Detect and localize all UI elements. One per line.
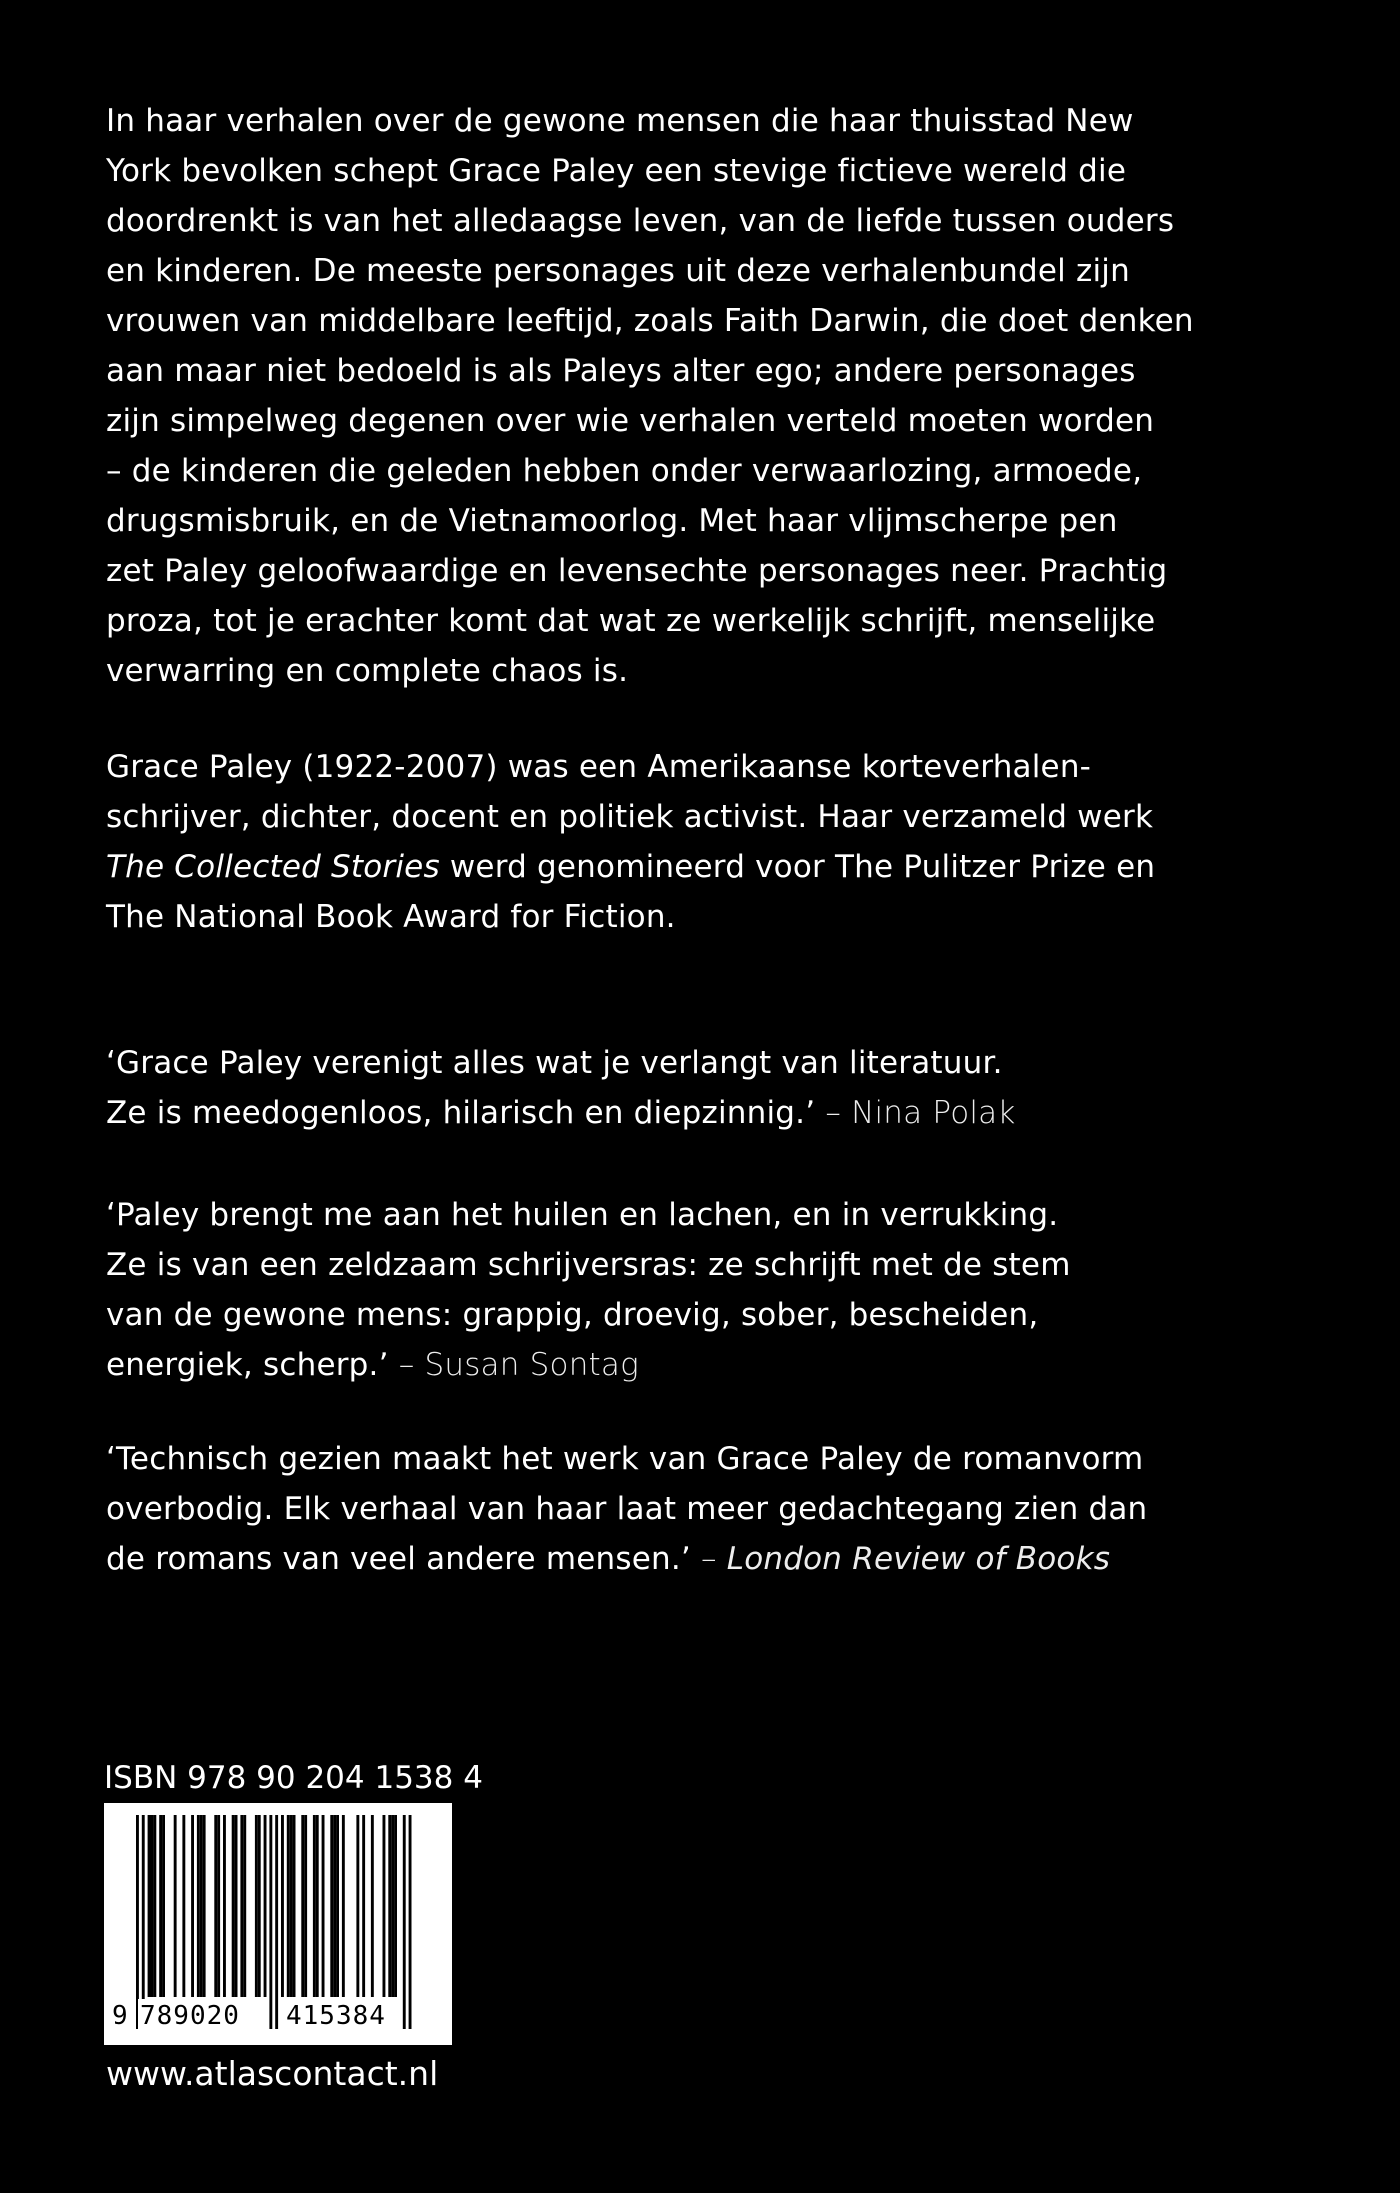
barcode-digits-right: 415384 (286, 2001, 386, 2031)
barcode-bar (330, 1815, 333, 1997)
quote-line: van de gewone mens: grappig, droevig, sober, bescheiden, (106, 1297, 1039, 1333)
blurb-line: drugsmisbruik, en de Vietnamoorlog. Met haar vlijmscherpe pen (106, 503, 1118, 539)
barcode-bar (342, 1815, 345, 1997)
quote-line: ‘Paley brengt me aan het huilen en lachen, en in verrukking. (106, 1197, 1059, 1233)
isbn-label: ISBN 978 90 204 1538 4 (104, 1760, 483, 1796)
barcode-bar (223, 1815, 226, 1997)
barcode-digits-left: 789020 (140, 2001, 240, 2031)
barcode-bar (148, 1815, 151, 1997)
blurb-line: aan maar niet bedoeld is als Paleys alter ego; andere personages (106, 353, 1136, 389)
barcode-digit-first: 9 (112, 2001, 129, 2031)
barcode-bar (333, 1815, 336, 1997)
barcode-bar (391, 1815, 394, 1997)
blurb-line: York bevolken schept Grace Paley een stevige fictieve wereld die (106, 153, 1127, 189)
quote-line: ‘Technisch gezien maakt het werk van Grace Paley de romanvorm (106, 1441, 1144, 1477)
barcode-guard-bar (409, 1815, 412, 2029)
barcode-bar (255, 1815, 258, 1997)
quote-line (106, 1340, 1306, 1390)
barcode-bar (394, 1815, 397, 1997)
bio-line: Grace Paley (1922-2007) was een Amerikaanse korteverhalen- (106, 749, 1092, 785)
quote-text: de romans van veel andere mensen.’ (106, 1541, 691, 1577)
review-quote-2 (106, 1190, 1306, 1390)
barcode-bar (287, 1815, 290, 1997)
barcode-bar (200, 1815, 203, 1997)
quote-attribution-dash: – (690, 1541, 727, 1577)
barcode (104, 1803, 452, 2045)
barcode-bar (293, 1815, 296, 1997)
barcode-bar (159, 1815, 162, 1997)
barcode-bar (316, 1815, 319, 1997)
quote-attribution-source: London Review of Books (726, 1541, 1111, 1577)
barcode-bar (388, 1815, 391, 1997)
blurb-line: verwarring en complete chaos is. (106, 653, 629, 689)
barcode-bar (162, 1815, 165, 1997)
bio-line: The National Book Award for Fiction. (106, 899, 676, 935)
barcode-bar (304, 1815, 307, 1997)
barcode-bar (371, 1815, 374, 1997)
barcode-bar (153, 1815, 156, 1997)
quote-text: energiek, scherp.’ (106, 1347, 389, 1383)
blurb-line: en kinderen. De meeste personages uit deze verhalenbundel zijn (106, 253, 1130, 289)
quote-attribution: – Nina Polak (815, 1095, 1016, 1131)
barcode-bar (383, 1815, 386, 1997)
barcode-bar (214, 1815, 217, 1997)
quote-text: Ze is meedogenloos, hilarisch en diepzinnig.’ (106, 1095, 816, 1131)
blurb-paragraph (106, 96, 1306, 696)
barcode-bar (203, 1815, 206, 1997)
review-quote-3 (106, 1434, 1306, 1584)
barcode-bar (182, 1815, 185, 1997)
barcode-guard-bar (275, 1815, 278, 2029)
barcode-bar (313, 1815, 316, 1997)
barcode-bar (232, 1815, 235, 1997)
quote-line (106, 1534, 1306, 1584)
quote-line: overbodig. Elk verhaal van haar laat meer gedachtegang zien dan (106, 1491, 1148, 1527)
barcode-bar (362, 1815, 365, 1997)
barcode-bar (151, 1815, 154, 1997)
publisher-website: www.atlascontact.nl (106, 2054, 439, 2093)
barcode-bar (322, 1815, 325, 1997)
blurb-line: – de kinderen die geleden hebben onder verwaarlozing, armoede, (106, 453, 1143, 489)
quote-attribution: – Susan Sontag (388, 1347, 639, 1383)
barcode-bar (243, 1815, 246, 1997)
barcode-bar (281, 1815, 284, 1997)
barcode-bar (336, 1815, 339, 1997)
barcode-guard-bar (142, 1815, 145, 2029)
bio-line-rest: werd genomineerd voor The Pulitzer Prize en (439, 849, 1156, 885)
blurb-line: vrouwen van middelbare leeftijd, zoals Faith Darwin, die doet denken (106, 303, 1194, 339)
barcode-bar (197, 1815, 200, 1997)
quote-line (106, 1088, 1306, 1138)
bio-line: schrijver, dichter, docent en politiek activist. Haar verzameld werk (106, 799, 1154, 835)
author-bio (106, 742, 1306, 942)
barcode-bar (240, 1815, 243, 1997)
bio-line (106, 842, 1306, 892)
barcode-guard-bar (403, 1815, 406, 2029)
barcode-bar (217, 1815, 220, 1997)
book-title: The Collected Stories (106, 849, 440, 885)
quote-line: Ze is van een zeldzaam schrijversras: ze schrijft met de stem (106, 1247, 1071, 1283)
barcode-bar (290, 1815, 293, 1997)
review-quote-1 (106, 1038, 1306, 1138)
blurb-line: proza, tot je erachter komt dat wat ze werkelijk schrijft, menselijke (106, 603, 1156, 639)
barcode-bar (258, 1815, 261, 1997)
barcode-bar (264, 1815, 267, 1997)
blurb-line: doordrenkt is van het alledaagse leven, van de liefde tussen ouders (106, 203, 1175, 239)
barcode-bar (174, 1815, 177, 1997)
barcode-bar (235, 1815, 238, 1997)
barcode-bar (356, 1815, 359, 1997)
blurb-line: zijn simpelweg degenen over wie verhalen verteld moeten worden (106, 403, 1155, 439)
barcode-guard-bar (136, 1815, 139, 2029)
blurb-line: In haar verhalen over de gewone mensen die haar thuisstad New (106, 103, 1134, 139)
barcode-bar (191, 1815, 194, 1997)
barcode-bar (301, 1815, 304, 1997)
quote-line: ‘Grace Paley verenigt alles wat je verlangt van literatuur. (106, 1045, 1003, 1081)
blurb-line: zet Paley geloofwaardige en levensechte personages neer. Prachtig (106, 553, 1168, 589)
barcode-guard-bar (269, 1815, 272, 2029)
